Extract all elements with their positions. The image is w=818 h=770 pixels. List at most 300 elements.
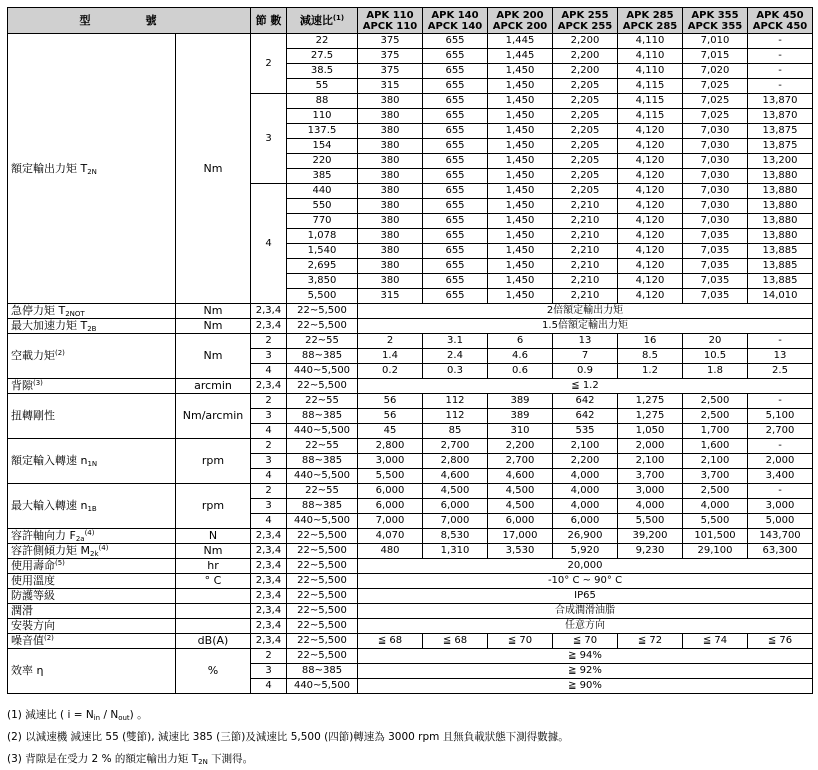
value-cell: 4,120 bbox=[618, 214, 683, 229]
value-cell: 2.4 bbox=[423, 349, 488, 364]
value-cell: 13 bbox=[553, 334, 618, 349]
value-cell: 7,030 bbox=[683, 184, 748, 199]
value-cell: 6,000 bbox=[358, 499, 423, 514]
value-cell: 642 bbox=[553, 409, 618, 424]
value-cell: 101,500 bbox=[683, 529, 748, 544]
value-cell: 13 bbox=[748, 349, 813, 364]
row-label: 使用溫度 bbox=[8, 574, 176, 589]
value-cell: - bbox=[748, 79, 813, 94]
value-cell: 7,035 bbox=[683, 289, 748, 304]
ratio-cell: 88~385 bbox=[287, 454, 358, 469]
row-label: 額定輸出力矩 $T_{2N}$ bbox=[8, 34, 176, 304]
table-row bbox=[8, 529, 813, 544]
ratio-cell: 22~55 bbox=[287, 439, 358, 454]
value-cell: 13,880 bbox=[748, 229, 813, 244]
value-cell: 3,400 bbox=[748, 469, 813, 484]
ratio-cell: 22~5,500 bbox=[287, 574, 358, 589]
value-cell: 112 bbox=[423, 394, 488, 409]
value-cell: 4,115 bbox=[618, 109, 683, 124]
value-cell: 7,030 bbox=[683, 154, 748, 169]
value-cell: 380 bbox=[358, 229, 423, 244]
stage-cell: 2 bbox=[251, 394, 287, 409]
footnotes bbox=[7, 704, 569, 770]
value-cell: 2,205 bbox=[553, 124, 618, 139]
ratio-cell: 22~5,500 bbox=[287, 649, 358, 664]
value-cell: 56 bbox=[358, 409, 423, 424]
value-cell: 3,700 bbox=[683, 469, 748, 484]
model-header-cell: APK 450 APCK 450 bbox=[748, 8, 813, 34]
value-cell: ≦ 70 bbox=[553, 634, 618, 649]
merged-value-cell: 合成潤滑油脂 bbox=[358, 604, 813, 619]
stage-cell: 4 bbox=[251, 184, 287, 304]
value-cell: 655 bbox=[423, 34, 488, 49]
value-cell: 655 bbox=[423, 259, 488, 274]
row-unit: Nm bbox=[176, 334, 251, 379]
model-header-cell: APK 355 APCK 355 bbox=[683, 8, 748, 34]
row-label: 空載力矩$^{(2)}$ bbox=[8, 334, 176, 379]
value-cell: 655 bbox=[423, 169, 488, 184]
row-unit: dB(A) bbox=[176, 634, 251, 649]
model-header: 型 號 bbox=[8, 8, 251, 34]
ratio-cell: 440~5,500 bbox=[287, 364, 358, 379]
value-cell: 7,025 bbox=[683, 109, 748, 124]
ratio-cell: 22~55 bbox=[287, 484, 358, 499]
value-cell: 2,210 bbox=[553, 229, 618, 244]
stage-cell: 4 bbox=[251, 424, 287, 439]
stage-cell: 3 bbox=[251, 664, 287, 679]
value-cell: 13,885 bbox=[748, 274, 813, 289]
value-cell: 56 bbox=[358, 394, 423, 409]
value-cell: 6,000 bbox=[358, 484, 423, 499]
row-label: 背隙$^{(3)}$ bbox=[8, 379, 176, 394]
value-cell: 3.1 bbox=[423, 334, 488, 349]
value-cell: 380 bbox=[358, 109, 423, 124]
value-cell: 2,500 bbox=[683, 409, 748, 424]
value-cell: 7,030 bbox=[683, 169, 748, 184]
value-cell: 112 bbox=[423, 409, 488, 424]
stage-cell: 2,3,4 bbox=[251, 574, 287, 589]
value-cell: 655 bbox=[423, 79, 488, 94]
value-cell: 13,880 bbox=[748, 184, 813, 199]
value-cell: 13,880 bbox=[748, 199, 813, 214]
value-cell: 655 bbox=[423, 184, 488, 199]
value-cell: 1,445 bbox=[488, 34, 553, 49]
value-cell: 315 bbox=[358, 289, 423, 304]
value-cell: 4,110 bbox=[618, 64, 683, 79]
row-label: 額定輸入轉速 $n_{1N}$ bbox=[8, 439, 176, 484]
value-cell: 1,450 bbox=[488, 244, 553, 259]
value-cell: 2,200 bbox=[553, 34, 618, 49]
value-cell: 39,200 bbox=[618, 529, 683, 544]
value-cell: 2,200 bbox=[553, 454, 618, 469]
value-cell: 3,000 bbox=[748, 499, 813, 514]
table-row bbox=[8, 574, 813, 589]
row-label: 扭轉剛性 bbox=[8, 394, 176, 439]
value-cell: 1,450 bbox=[488, 214, 553, 229]
value-cell: ≦ 72 bbox=[618, 634, 683, 649]
row-label: 防護等級 bbox=[8, 589, 176, 604]
row-unit: hr bbox=[176, 559, 251, 574]
value-cell: 375 bbox=[358, 49, 423, 64]
value-cell: 655 bbox=[423, 274, 488, 289]
ratio-cell: 550 bbox=[287, 199, 358, 214]
value-cell: 1.2 bbox=[618, 364, 683, 379]
value-cell: 655 bbox=[423, 109, 488, 124]
value-cell: 7,035 bbox=[683, 244, 748, 259]
value-cell: 1,050 bbox=[618, 424, 683, 439]
value-cell: 380 bbox=[358, 274, 423, 289]
table-row bbox=[8, 544, 813, 559]
value-cell: 13,880 bbox=[748, 169, 813, 184]
value-cell: 5,920 bbox=[553, 544, 618, 559]
value-cell: 4,120 bbox=[618, 259, 683, 274]
value-cell: 13,870 bbox=[748, 109, 813, 124]
value-cell: 4,000 bbox=[553, 484, 618, 499]
value-cell: 655 bbox=[423, 49, 488, 64]
row-label: 效率 η bbox=[8, 649, 176, 694]
value-cell: 13,870 bbox=[748, 94, 813, 109]
stage-cell: 3 bbox=[251, 499, 287, 514]
value-cell: 4,110 bbox=[618, 49, 683, 64]
stage-cell: 2,3,4 bbox=[251, 619, 287, 634]
stage-cell: 2,3,4 bbox=[251, 544, 287, 559]
table-row bbox=[8, 34, 813, 49]
table-row bbox=[8, 439, 813, 454]
value-cell: 2,500 bbox=[683, 394, 748, 409]
value-cell: 2,210 bbox=[553, 259, 618, 274]
value-cell: ≦ 68 bbox=[358, 634, 423, 649]
value-cell: 380 bbox=[358, 124, 423, 139]
value-cell: - bbox=[748, 484, 813, 499]
stage-cell: 2,3,4 bbox=[251, 379, 287, 394]
value-cell: 7,000 bbox=[423, 514, 488, 529]
ratio-cell: 2,695 bbox=[287, 259, 358, 274]
value-cell: 13,200 bbox=[748, 154, 813, 169]
value-cell: 2,000 bbox=[618, 439, 683, 454]
value-cell: 315 bbox=[358, 79, 423, 94]
ratio-cell: 137.5 bbox=[287, 124, 358, 139]
value-cell: 2,205 bbox=[553, 154, 618, 169]
row-label: 容許軸向力 $F_{2a}^{(4)}$ bbox=[8, 529, 176, 544]
value-cell: 4,110 bbox=[618, 34, 683, 49]
ratio-cell: 22~5,500 bbox=[287, 544, 358, 559]
table-row bbox=[8, 484, 813, 499]
value-cell: 655 bbox=[423, 94, 488, 109]
value-cell: 2,205 bbox=[553, 79, 618, 94]
row-unit: % bbox=[176, 649, 251, 694]
value-cell: 13,885 bbox=[748, 244, 813, 259]
row-unit: Nm bbox=[176, 544, 251, 559]
ratio-cell: 1,078 bbox=[287, 229, 358, 244]
value-cell: 1,450 bbox=[488, 289, 553, 304]
ratio-cell: 110 bbox=[287, 109, 358, 124]
value-cell: 7,035 bbox=[683, 274, 748, 289]
value-cell: 17,000 bbox=[488, 529, 553, 544]
ratio-cell: 3,850 bbox=[287, 274, 358, 289]
value-cell: - bbox=[748, 34, 813, 49]
value-cell: 1,700 bbox=[683, 424, 748, 439]
ratio-cell: 38.5 bbox=[287, 64, 358, 79]
value-cell: 4,120 bbox=[618, 184, 683, 199]
value-cell: 7,020 bbox=[683, 64, 748, 79]
ratio-cell: 22~5,500 bbox=[287, 619, 358, 634]
value-cell: 655 bbox=[423, 154, 488, 169]
row-label: 最大輸入轉速 $n_{1B}$ bbox=[8, 484, 176, 529]
footnote-2: (2) 以減速機 減速比 55 (雙節), 減速比 385 (三節)及減速比 5,500 (四節)轉速為 3000 rpm 且無負載狀態下測得數據。 bbox=[7, 731, 569, 743]
value-cell: 5,500 bbox=[618, 514, 683, 529]
value-cell: 1.8 bbox=[683, 364, 748, 379]
table-row bbox=[8, 334, 813, 349]
value-cell: 2 bbox=[358, 334, 423, 349]
value-cell: 1,450 bbox=[488, 154, 553, 169]
stage-cell: 3 bbox=[251, 409, 287, 424]
ratio-cell: 22~5,500 bbox=[287, 559, 358, 574]
value-cell: 2,210 bbox=[553, 289, 618, 304]
value-cell: 1,450 bbox=[488, 229, 553, 244]
value-cell: 389 bbox=[488, 394, 553, 409]
value-cell: 655 bbox=[423, 64, 488, 79]
value-cell: 2,200 bbox=[553, 49, 618, 64]
value-cell: 3,700 bbox=[618, 469, 683, 484]
value-cell: - bbox=[748, 49, 813, 64]
model-header-cell: APK 140 APCK 140 bbox=[423, 8, 488, 34]
merged-value-cell: ≦ 1.2 bbox=[358, 379, 813, 394]
value-cell: 63,300 bbox=[748, 544, 813, 559]
value-cell: 2,210 bbox=[553, 199, 618, 214]
value-cell: 4,500 bbox=[488, 499, 553, 514]
value-cell: 1,450 bbox=[488, 94, 553, 109]
value-cell: 1,450 bbox=[488, 274, 553, 289]
value-cell: 3,000 bbox=[358, 454, 423, 469]
spec-table-container bbox=[7, 7, 812, 694]
value-cell: 2,700 bbox=[423, 439, 488, 454]
value-cell: 4,000 bbox=[618, 499, 683, 514]
value-cell: 4,070 bbox=[358, 529, 423, 544]
stage-cell: 4 bbox=[251, 469, 287, 484]
value-cell: 1,450 bbox=[488, 139, 553, 154]
value-cell: 4.6 bbox=[488, 349, 553, 364]
ratio-cell: 88~385 bbox=[287, 409, 358, 424]
value-cell: 1,450 bbox=[488, 259, 553, 274]
value-cell: 3,530 bbox=[488, 544, 553, 559]
value-cell: 2,800 bbox=[358, 439, 423, 454]
value-cell: 5,000 bbox=[748, 514, 813, 529]
value-cell: 4,120 bbox=[618, 274, 683, 289]
value-cell: 4,000 bbox=[553, 469, 618, 484]
value-cell: 1,450 bbox=[488, 64, 553, 79]
value-cell: 4,120 bbox=[618, 289, 683, 304]
ratio-cell: 22~5,500 bbox=[287, 604, 358, 619]
value-cell: ≦ 68 bbox=[423, 634, 488, 649]
merged-value-cell: IP65 bbox=[358, 589, 813, 604]
value-cell: 4,500 bbox=[423, 484, 488, 499]
value-cell: 2,100 bbox=[683, 454, 748, 469]
value-cell: 380 bbox=[358, 259, 423, 274]
merged-value-cell: 2倍額定輸出力矩 bbox=[358, 304, 813, 319]
value-cell: 1,275 bbox=[618, 409, 683, 424]
ratio-cell: 88~385 bbox=[287, 349, 358, 364]
ratio-cell: 22~5,500 bbox=[287, 529, 358, 544]
row-unit: arcmin bbox=[176, 379, 251, 394]
ratio-cell: 27.5 bbox=[287, 49, 358, 64]
value-cell: ≦ 74 bbox=[683, 634, 748, 649]
row-unit: N bbox=[176, 529, 251, 544]
value-cell: 1,450 bbox=[488, 199, 553, 214]
row-unit: ° C bbox=[176, 574, 251, 589]
value-cell: 1,450 bbox=[488, 184, 553, 199]
stages-header: 節 數 bbox=[251, 8, 287, 34]
value-cell: 1.4 bbox=[358, 349, 423, 364]
value-cell: 2,200 bbox=[488, 439, 553, 454]
ratio-cell: 440~5,500 bbox=[287, 424, 358, 439]
ratio-cell: 1,540 bbox=[287, 244, 358, 259]
value-cell: 85 bbox=[423, 424, 488, 439]
ratio-cell: 22~5,500 bbox=[287, 304, 358, 319]
value-cell: 13,875 bbox=[748, 124, 813, 139]
value-cell: 7,035 bbox=[683, 259, 748, 274]
stage-cell: 4 bbox=[251, 364, 287, 379]
row-label: 使用壽命$^{(5)}$ bbox=[8, 559, 176, 574]
stage-cell: 3 bbox=[251, 349, 287, 364]
value-cell: 1,450 bbox=[488, 109, 553, 124]
value-cell: 7,010 bbox=[683, 34, 748, 49]
merged-value-cell: ≧ 94% bbox=[358, 649, 813, 664]
stage-cell: 4 bbox=[251, 679, 287, 694]
value-cell: 8.5 bbox=[618, 349, 683, 364]
value-cell: 20 bbox=[683, 334, 748, 349]
stage-cell: 2 bbox=[251, 439, 287, 454]
value-cell: 0.2 bbox=[358, 364, 423, 379]
ratio-cell: 88~385 bbox=[287, 664, 358, 679]
value-cell: 4,120 bbox=[618, 139, 683, 154]
value-cell: 4,000 bbox=[553, 499, 618, 514]
value-cell: 7,015 bbox=[683, 49, 748, 64]
value-cell: 4,115 bbox=[618, 94, 683, 109]
merged-value-cell: 1.5倍額定輸出力矩 bbox=[358, 319, 813, 334]
ratio-cell: 154 bbox=[287, 139, 358, 154]
value-cell: 7,030 bbox=[683, 199, 748, 214]
row-label: 安裝方向 bbox=[8, 619, 176, 634]
stage-cell: 2 bbox=[251, 34, 287, 94]
value-cell: 380 bbox=[358, 139, 423, 154]
spec-table-body bbox=[8, 34, 813, 694]
ratio-cell: 22~5,500 bbox=[287, 634, 358, 649]
stage-cell: 2 bbox=[251, 484, 287, 499]
ratio-cell: 22 bbox=[287, 34, 358, 49]
row-unit bbox=[176, 589, 251, 604]
value-cell: 0.6 bbox=[488, 364, 553, 379]
value-cell: 2,100 bbox=[618, 454, 683, 469]
value-cell: 2,500 bbox=[683, 484, 748, 499]
model-header-cell: APK 255 APCK 255 bbox=[553, 8, 618, 34]
value-cell: 13,875 bbox=[748, 139, 813, 154]
value-cell: 6 bbox=[488, 334, 553, 349]
value-cell: 6,000 bbox=[553, 514, 618, 529]
value-cell: 655 bbox=[423, 214, 488, 229]
merged-value-cell: ≧ 92% bbox=[358, 664, 813, 679]
value-cell: 16 bbox=[618, 334, 683, 349]
value-cell: 655 bbox=[423, 199, 488, 214]
header-row bbox=[8, 8, 813, 34]
value-cell: 1,275 bbox=[618, 394, 683, 409]
value-cell: 4,600 bbox=[488, 469, 553, 484]
value-cell: 13,880 bbox=[748, 214, 813, 229]
footnote-1: (1) 減速比 ( $i = N_{in} / N_{out}$) 。 bbox=[7, 709, 148, 722]
value-cell: 5,500 bbox=[358, 469, 423, 484]
value-cell: 2.5 bbox=[748, 364, 813, 379]
value-cell: 4,120 bbox=[618, 154, 683, 169]
value-cell: 535 bbox=[553, 424, 618, 439]
ratio-cell: 22~5,500 bbox=[287, 589, 358, 604]
value-cell: ≦ 76 bbox=[748, 634, 813, 649]
ratio-cell: 440~5,500 bbox=[287, 514, 358, 529]
model-header-cell: APK 110 APCK 110 bbox=[358, 8, 423, 34]
row-label: 容許側傾力矩 $M_{2k}^{(4)}$ bbox=[8, 544, 176, 559]
value-cell: 4,120 bbox=[618, 229, 683, 244]
row-unit bbox=[176, 619, 251, 634]
value-cell: 4,600 bbox=[423, 469, 488, 484]
ratio-cell: 770 bbox=[287, 214, 358, 229]
ratio-cell: 440~5,500 bbox=[287, 469, 358, 484]
stage-cell: 3 bbox=[251, 94, 287, 184]
value-cell: 2,205 bbox=[553, 94, 618, 109]
value-cell: 5,100 bbox=[748, 409, 813, 424]
value-cell: 29,100 bbox=[683, 544, 748, 559]
value-cell: 2,210 bbox=[553, 274, 618, 289]
stage-cell: 2,3,4 bbox=[251, 304, 287, 319]
merged-value-cell: 任意方向 bbox=[358, 619, 813, 634]
row-unit: Nm bbox=[176, 34, 251, 304]
value-cell: 2,200 bbox=[553, 64, 618, 79]
value-cell: 1,600 bbox=[683, 439, 748, 454]
value-cell: 5,500 bbox=[683, 514, 748, 529]
value-cell: 2,700 bbox=[748, 424, 813, 439]
stage-cell: 4 bbox=[251, 514, 287, 529]
stage-cell: 2,3,4 bbox=[251, 529, 287, 544]
value-cell: 143,700 bbox=[748, 529, 813, 544]
row-label: 急停力矩 $T_{2NOT}$ bbox=[8, 304, 176, 319]
row-label: 最大加速力矩 $T_{2B}$ bbox=[8, 319, 176, 334]
value-cell: 2,210 bbox=[553, 244, 618, 259]
ratio-cell: 88 bbox=[287, 94, 358, 109]
merged-value-cell: -10° C ~ 90° C bbox=[358, 574, 813, 589]
row-label: 噪音值$^{(2)}$ bbox=[8, 634, 176, 649]
value-cell: 4,120 bbox=[618, 199, 683, 214]
value-cell: 655 bbox=[423, 139, 488, 154]
table-row bbox=[8, 559, 813, 574]
row-unit: Nm bbox=[176, 319, 251, 334]
ratio-cell: 22~5,500 bbox=[287, 319, 358, 334]
value-cell: 4,115 bbox=[618, 79, 683, 94]
value-cell: 310 bbox=[488, 424, 553, 439]
value-cell: 14,010 bbox=[748, 289, 813, 304]
value-cell: 0.9 bbox=[553, 364, 618, 379]
value-cell: 7,030 bbox=[683, 124, 748, 139]
value-cell: ≦ 70 bbox=[488, 634, 553, 649]
value-cell: 1,445 bbox=[488, 49, 553, 64]
value-cell: - bbox=[748, 439, 813, 454]
table-row bbox=[8, 604, 813, 619]
value-cell: 380 bbox=[358, 154, 423, 169]
spec-table bbox=[7, 7, 813, 694]
ratio-cell: 440~5,500 bbox=[287, 679, 358, 694]
ratio-cell: 22~5,500 bbox=[287, 379, 358, 394]
table-row bbox=[8, 319, 813, 334]
value-cell: 7 bbox=[553, 349, 618, 364]
value-cell: 7,000 bbox=[358, 514, 423, 529]
value-cell: 380 bbox=[358, 244, 423, 259]
ratio-cell: 88~385 bbox=[287, 499, 358, 514]
